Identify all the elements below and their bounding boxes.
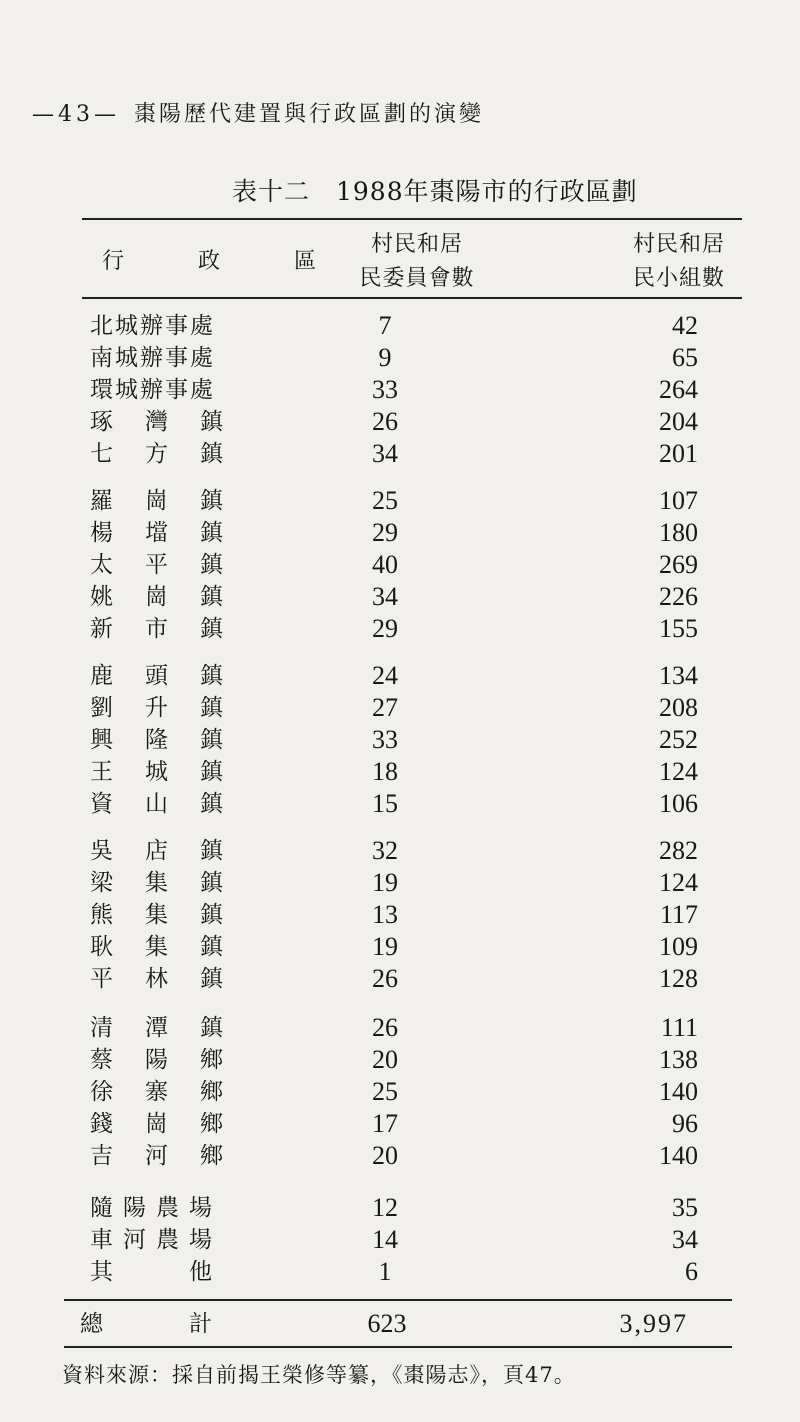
column-header-groups: 村民和居 民小組數	[632, 232, 725, 291]
district-name: 徐寨鄉	[90, 1079, 225, 1105]
groups-count: 35	[672, 1193, 698, 1222]
table-row	[0, 1012, 800, 1044]
committees-count: 33	[372, 725, 398, 754]
table-row	[0, 374, 800, 406]
groups-count: 34	[672, 1225, 698, 1254]
table-row	[0, 1256, 800, 1288]
district-name: 羅崗鎮	[90, 488, 225, 514]
groups-count: 180	[659, 518, 698, 547]
committees-count: 18	[372, 757, 398, 786]
committees-count: 1	[378, 1257, 392, 1286]
table-total-rule	[64, 1299, 732, 1301]
table-row	[0, 438, 800, 470]
column-header-district: 行 政 區	[102, 249, 343, 274]
district-name: 琢灣鎮	[90, 409, 225, 435]
district-name: 新市鎮	[90, 616, 225, 642]
district-name: 太平鎮	[90, 552, 225, 578]
groups-count: 204	[659, 407, 698, 436]
committees-count: 33	[372, 375, 398, 404]
district-name: 南城辦事處	[90, 345, 215, 371]
district-name: 姚崗鎮	[90, 584, 225, 610]
groups-count: 252	[659, 725, 698, 754]
table-row	[0, 310, 800, 342]
groups-count: 128	[659, 964, 698, 993]
district-name: 熊集鎮	[90, 902, 225, 928]
table-row	[0, 1044, 800, 1076]
committees-count: 9	[378, 343, 392, 372]
groups-count: 124	[659, 757, 698, 786]
committees-count: 32	[372, 836, 398, 865]
committees-count: 24	[372, 661, 398, 690]
table-row	[0, 660, 800, 692]
district-name: 吳店鎮	[90, 838, 225, 864]
groups-count: 138	[659, 1045, 698, 1074]
district-name: 清潭鎮	[90, 1015, 225, 1041]
committees-count: 14	[372, 1225, 398, 1254]
table-row	[0, 963, 800, 995]
district-name: 蔡陽鄉	[90, 1047, 225, 1073]
district-name: 興隆鎮	[90, 727, 225, 753]
committees-count: 25	[372, 1077, 398, 1106]
table-row	[0, 867, 800, 899]
table-row	[0, 788, 800, 820]
column-header-committees: 村民和居 民委員會數	[359, 232, 475, 291]
district-name: 楊壋鎮	[90, 520, 225, 546]
table-total-row	[0, 1307, 800, 1341]
groups-count: 96	[672, 1109, 698, 1138]
groups-count: 65	[672, 343, 698, 372]
table-row	[0, 1076, 800, 1108]
committees-count: 20	[372, 1045, 398, 1074]
committees-count: 7	[378, 311, 392, 340]
district-name: 資山鎮	[90, 791, 225, 817]
groups-count: 264	[659, 375, 698, 404]
district-name: 耿集鎮	[90, 934, 225, 960]
groups-count: 208	[659, 693, 698, 722]
committees-count: 12	[372, 1193, 398, 1222]
committees-count: 26	[372, 407, 398, 436]
table-row	[0, 485, 800, 517]
table-row	[0, 899, 800, 931]
groups-count: 140	[659, 1077, 698, 1106]
committees-count: 19	[372, 868, 398, 897]
table-caption: 表十二 1988年棗陽市的行政區劃	[232, 177, 638, 206]
table-row	[0, 692, 800, 724]
district-name: 隨陽農場	[90, 1195, 214, 1221]
groups-count: 226	[659, 582, 698, 611]
committees-count: 17	[372, 1109, 398, 1138]
committees-count: 13	[372, 900, 398, 929]
committees-count: 15	[372, 789, 398, 818]
committees-count: 29	[372, 518, 398, 547]
table-bottom-rule	[64, 1346, 732, 1348]
table-row	[0, 724, 800, 756]
table-row	[0, 613, 800, 645]
table-row	[0, 517, 800, 549]
table-row	[0, 342, 800, 374]
groups-count: 106	[659, 789, 698, 818]
groups-count: 269	[659, 550, 698, 579]
committees-count: 26	[372, 1013, 398, 1042]
table-row	[0, 756, 800, 788]
committees-count: 34	[372, 439, 398, 468]
table-row	[0, 581, 800, 613]
district-name: 梁集鎮	[90, 870, 225, 896]
district-name: 七方鎮	[90, 441, 225, 467]
groups-count: 107	[659, 486, 698, 515]
district-name: 吉河鄉	[90, 1143, 225, 1169]
district-name: 車河農場	[90, 1227, 214, 1253]
table-row	[0, 549, 800, 581]
page-number: —43—	[32, 102, 120, 127]
committees-count: 27	[372, 693, 398, 722]
district-name: 劉升鎮	[90, 695, 225, 721]
district-name: 北城辦事處	[90, 313, 215, 339]
committees-count: 40	[372, 550, 398, 579]
total-label: 總計	[80, 1311, 212, 1337]
district-name: 王城鎮	[90, 759, 225, 785]
district-name: 環城辦事處	[90, 377, 215, 403]
committees-count: 19	[372, 932, 398, 961]
groups-count: 134	[659, 661, 698, 690]
source-note: 資料來源：採自前揭王榮修等纂，《棗陽志》，頁47。	[62, 1363, 576, 1387]
table-row	[0, 1140, 800, 1172]
table-row	[0, 835, 800, 867]
committees-count: 20	[372, 1141, 398, 1170]
district-name: 錢崗鄉	[90, 1111, 225, 1137]
groups-count: 6	[685, 1257, 698, 1286]
table-row	[0, 931, 800, 963]
total-groups: 3,997	[619, 1309, 688, 1338]
groups-count: 140	[659, 1141, 698, 1170]
committees-count: 25	[372, 486, 398, 515]
committees-count: 26	[372, 964, 398, 993]
table-row	[0, 1224, 800, 1256]
committees-count: 34	[372, 582, 398, 611]
district-name: 其他	[90, 1259, 214, 1285]
groups-count: 109	[659, 932, 698, 961]
groups-count: 111	[660, 1013, 698, 1042]
groups-count: 42	[672, 311, 698, 340]
running-title: 棗陽歷代建置與行政區劃的演變	[134, 102, 485, 127]
district-name: 鹿頭鎮	[90, 663, 225, 689]
committees-count: 29	[372, 614, 398, 643]
table-row	[0, 1192, 800, 1224]
table-row	[0, 1108, 800, 1140]
groups-count: 124	[659, 868, 698, 897]
total-committees: 623	[367, 1309, 407, 1338]
table-row	[0, 406, 800, 438]
district-name: 平林鎮	[90, 966, 225, 992]
groups-count: 201	[659, 439, 698, 468]
groups-count: 155	[659, 614, 698, 643]
groups-count: 117	[659, 900, 698, 929]
groups-count: 282	[659, 836, 698, 865]
